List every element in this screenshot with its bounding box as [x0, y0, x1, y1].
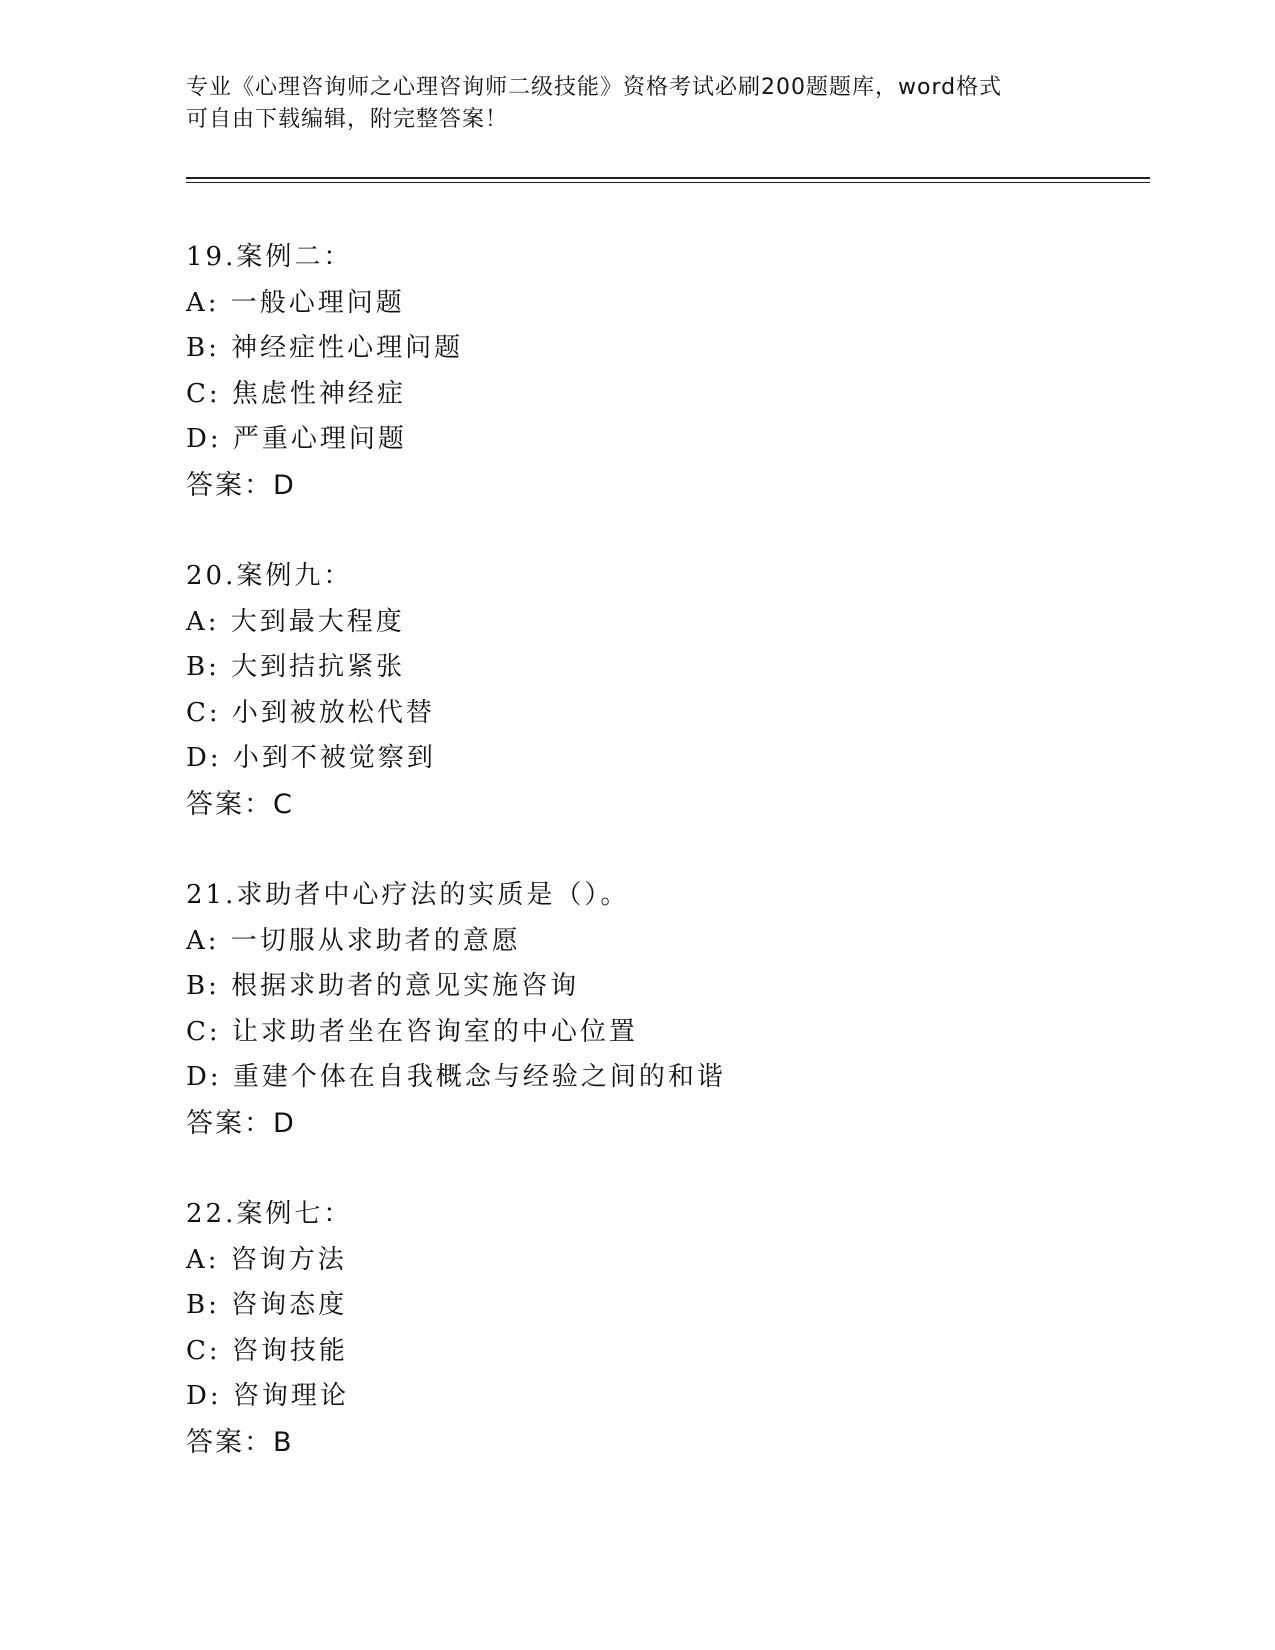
question-19 — [186, 235, 1186, 508]
header-line-2: 可自由下载编辑，附完整答案！ — [186, 107, 509, 132]
option-d: D: 严重心理问题 — [186, 424, 407, 454]
option-b: B: 咨询态度 — [186, 1290, 348, 1320]
answer: 答案：B — [186, 1426, 294, 1458]
question-stem: 21.求助者中心疗法的实质是（）。 — [186, 880, 630, 910]
option-b: B: 神经症性心理问题 — [186, 333, 464, 363]
option-c: C: 咨询技能 — [186, 1335, 348, 1366]
option-c: C: 让求助者坐在咨询室的中心位置 — [186, 1016, 638, 1047]
header-divider-bottom — [186, 182, 1150, 183]
question-stem: 19.案例二： — [186, 242, 353, 272]
option-a: A: 一切服从求助者的意愿 — [186, 925, 521, 956]
option-a: A: 大到最大程度 — [186, 606, 405, 637]
question-stem: 20.案例九： — [186, 561, 353, 591]
answer: 答案：C — [186, 788, 294, 820]
question-list — [186, 235, 1186, 1511]
document-header — [186, 72, 1086, 136]
question-22 — [186, 1192, 1186, 1465]
option-c: C: 小到被放松代替 — [186, 697, 435, 728]
option-a: A: 一般心理问题 — [186, 287, 405, 318]
option-d: D: 重建个体在自我概念与经验之间的和谐 — [186, 1062, 726, 1092]
header-divider-top — [186, 177, 1150, 179]
option-d: D: 咨询理论 — [186, 1381, 349, 1411]
answer: 答案：D — [186, 469, 296, 501]
option-c: C: 焦虑性神经症 — [186, 378, 406, 409]
question-stem: 22.案例七： — [186, 1199, 353, 1229]
option-b: B: 大到拮抗紧张 — [186, 652, 406, 682]
question-21 — [186, 873, 1186, 1146]
option-a: A: 咨询方法 — [186, 1244, 347, 1275]
option-d: D: 小到不被觉察到 — [186, 743, 436, 773]
answer: 答案：D — [186, 1107, 296, 1139]
header-line-1: 专业《心理咨询师之心理咨询师二级技能》资格考试必刷200题题库，word格式 — [186, 75, 1003, 100]
question-20 — [186, 554, 1186, 827]
option-b: B: 根据求助者的意见实施咨询 — [186, 971, 580, 1001]
